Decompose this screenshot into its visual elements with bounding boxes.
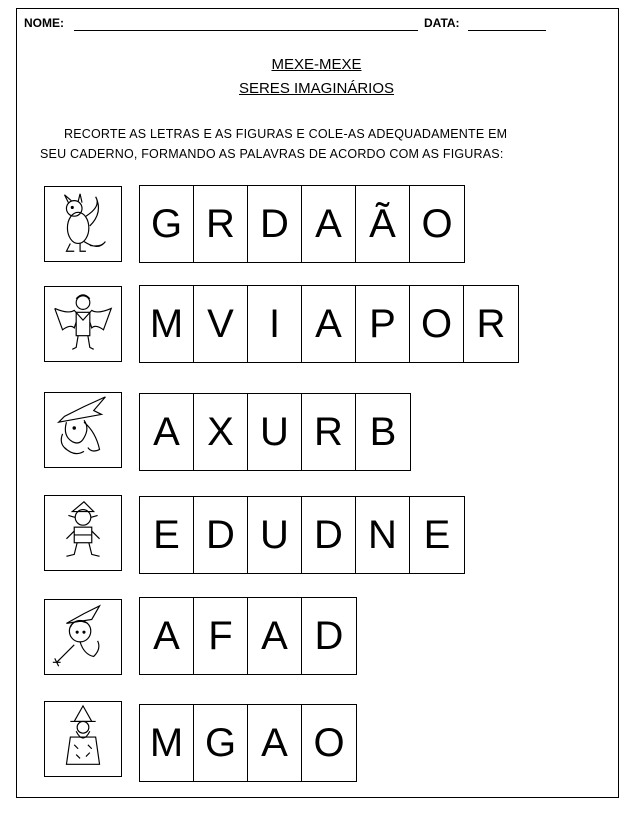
letter-card[interactable]: U	[248, 497, 302, 573]
letter-boxes	[139, 185, 465, 263]
letter-card[interactable]: E	[423, 512, 451, 557]
wizard-illustration	[44, 701, 122, 777]
letter-card[interactable]: O	[410, 286, 464, 362]
date-field-line[interactable]	[468, 30, 546, 31]
instructions-line-2: SEU CADERNO, FORMANDO AS PALAVRAS DE ACORDO COM AS FIGURAS:	[40, 147, 504, 161]
instructions	[40, 124, 560, 164]
letter-card[interactable]: E	[140, 497, 194, 573]
letter-card[interactable]: M	[140, 286, 194, 362]
instructions-line-1: RECORTE AS LETRAS E AS FIGURAS E COLE-AS ADEQUADAMENTE EM	[64, 127, 508, 141]
letter-card[interactable]: A	[302, 286, 356, 362]
letter-card[interactable]: A	[140, 394, 194, 470]
title-line-1: MEXE-MEXE	[271, 56, 362, 73]
fairy-illustration	[44, 599, 122, 675]
letter-boxes	[139, 393, 411, 471]
vampire-illustration	[44, 286, 122, 362]
letter-boxes	[139, 704, 357, 782]
letter-card[interactable]: R	[302, 394, 356, 470]
letter-card[interactable]: O	[313, 720, 345, 765]
letter-card[interactable]: D	[194, 497, 248, 573]
name-label: NOME:	[24, 16, 64, 30]
title-line-2: SERES IMAGINÁRIOS	[238, 80, 395, 97]
dragon-illustration	[44, 186, 122, 262]
elf-illustration	[44, 495, 122, 571]
date-label: DATA:	[424, 16, 460, 30]
letter-card[interactable]: N	[356, 497, 410, 573]
letter-card[interactable]: A	[248, 598, 302, 674]
letter-card[interactable]: A	[140, 598, 194, 674]
letter-card[interactable]: Ã	[356, 186, 410, 262]
name-field-line[interactable]	[74, 30, 418, 31]
letter-card[interactable]: A	[302, 186, 356, 262]
letter-boxes	[139, 496, 465, 574]
letter-card[interactable]: B	[369, 409, 397, 454]
witch-illustration	[44, 392, 122, 468]
letter-card[interactable]: R	[476, 301, 506, 346]
letter-boxes	[139, 597, 357, 675]
letter-card[interactable]: M	[140, 705, 194, 781]
letter-card[interactable]: R	[194, 186, 248, 262]
letter-card[interactable]: P	[356, 286, 410, 362]
letter-card[interactable]: F	[194, 598, 248, 674]
letter-card[interactable]: U	[248, 394, 302, 470]
letter-card[interactable]: I	[248, 286, 302, 362]
letter-card[interactable]: V	[194, 286, 248, 362]
letter-boxes	[139, 285, 519, 363]
letter-card[interactable]: D	[302, 497, 356, 573]
letter-card[interactable]: G	[140, 186, 194, 262]
letter-card[interactable]: D	[314, 613, 344, 658]
letter-card[interactable]: A	[248, 705, 302, 781]
letter-card[interactable]: X	[194, 394, 248, 470]
letter-card[interactable]: D	[248, 186, 302, 262]
letter-card[interactable]: O	[421, 201, 453, 246]
letter-card[interactable]: G	[194, 705, 248, 781]
